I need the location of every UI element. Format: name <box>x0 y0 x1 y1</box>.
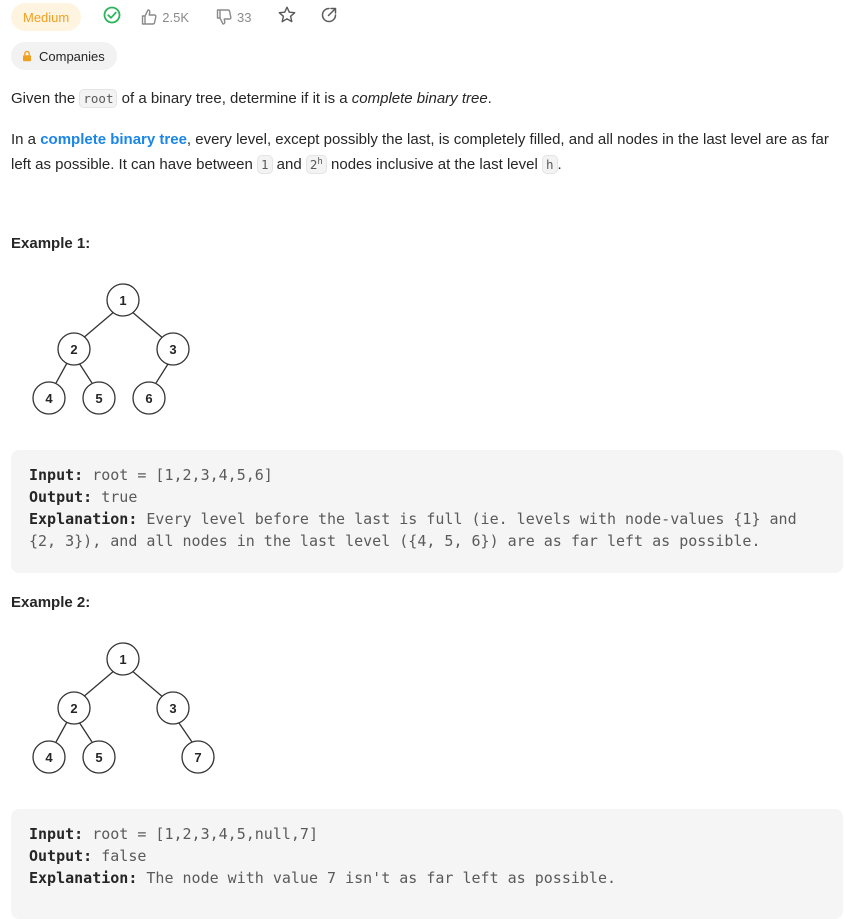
description-paragraph-2 <box>11 128 830 176</box>
explanation-value: The node with value 7 isn't as far left as possible. <box>137 869 617 887</box>
text: . <box>487 90 492 107</box>
thumbs-down-icon <box>215 8 233 26</box>
star-icon[interactable] <box>277 5 297 29</box>
tree-node: 4 <box>45 750 53 765</box>
dislike-button[interactable] <box>215 8 251 26</box>
inline-code: h <box>542 155 558 174</box>
example-2-tree-image <box>0 637 240 787</box>
output-value: false <box>92 847 147 865</box>
tree-node: 1 <box>119 293 127 308</box>
difficulty-badge: Medium <box>11 3 81 31</box>
example-1-title: Example 1: <box>11 235 91 252</box>
input-value: root = [1,2,3,4,5,6] <box>83 466 273 484</box>
example-1-tree-image <box>0 278 240 428</box>
explanation-value: Every level before the last is full (ie. levels with node-values {1} and {2, 3}), and all nodes in the last level ({4, 5, 6}) are as far left as possible. <box>29 510 806 550</box>
dislike-count: 33 <box>237 9 252 25</box>
tree-node: 2 <box>70 342 78 357</box>
text: . <box>557 156 562 174</box>
code-base: 2 <box>309 157 318 173</box>
text: of a binary tree, determine if it is a <box>117 90 352 107</box>
input-label: Input: <box>29 466 84 484</box>
output-label: Output: <box>29 488 93 506</box>
check-circle-icon <box>103 6 121 28</box>
text: In a <box>11 131 41 148</box>
code-superscript: h <box>317 157 323 167</box>
text: Given the <box>11 90 80 107</box>
output-value: true <box>92 488 138 506</box>
tree-node: 5 <box>95 391 103 406</box>
inline-code: root <box>79 89 117 108</box>
tree-node: 5 <box>95 750 103 765</box>
tree-node: 3 <box>169 701 177 716</box>
text: , every level, except possibly the last, is completely filled, and all nodes in the last level are as far left as possible. It can have between <box>11 131 829 174</box>
companies-label: Companies <box>39 48 105 64</box>
problem-header-actions <box>11 3 338 31</box>
companies-row <box>11 42 117 70</box>
like-button[interactable] <box>140 8 189 26</box>
lock-icon <box>21 50 33 62</box>
share-icon[interactable] <box>320 6 338 28</box>
inline-code: 1 <box>257 155 273 174</box>
tree-node: 6 <box>145 391 153 406</box>
complete-binary-tree-link[interactable]: complete binary tree <box>40 131 187 148</box>
text: nodes inclusive at the last level <box>326 156 542 174</box>
like-count: 2.5K <box>162 9 189 25</box>
tree-node: 2 <box>70 701 78 716</box>
input-label: Input: <box>29 825 84 843</box>
description-paragraph-1 <box>11 87 830 110</box>
tree-node: 7 <box>194 750 202 765</box>
thumbs-up-icon <box>140 8 158 26</box>
tree-node: 3 <box>169 342 177 357</box>
text: and <box>272 156 306 174</box>
tree-node: 4 <box>45 391 53 406</box>
explanation-label: Explanation: <box>29 510 138 528</box>
inline-code <box>306 155 327 174</box>
explanation-label: Explanation: <box>29 869 138 887</box>
companies-button[interactable] <box>11 42 117 70</box>
tree-node: 1 <box>119 652 127 667</box>
output-label: Output: <box>29 847 93 865</box>
example-2-title: Example 2: <box>11 594 91 611</box>
input-value: root = [1,2,3,4,5,null,7] <box>83 825 318 843</box>
example-1-code-block <box>11 450 843 573</box>
emphasis-text: complete binary tree <box>351 90 488 107</box>
